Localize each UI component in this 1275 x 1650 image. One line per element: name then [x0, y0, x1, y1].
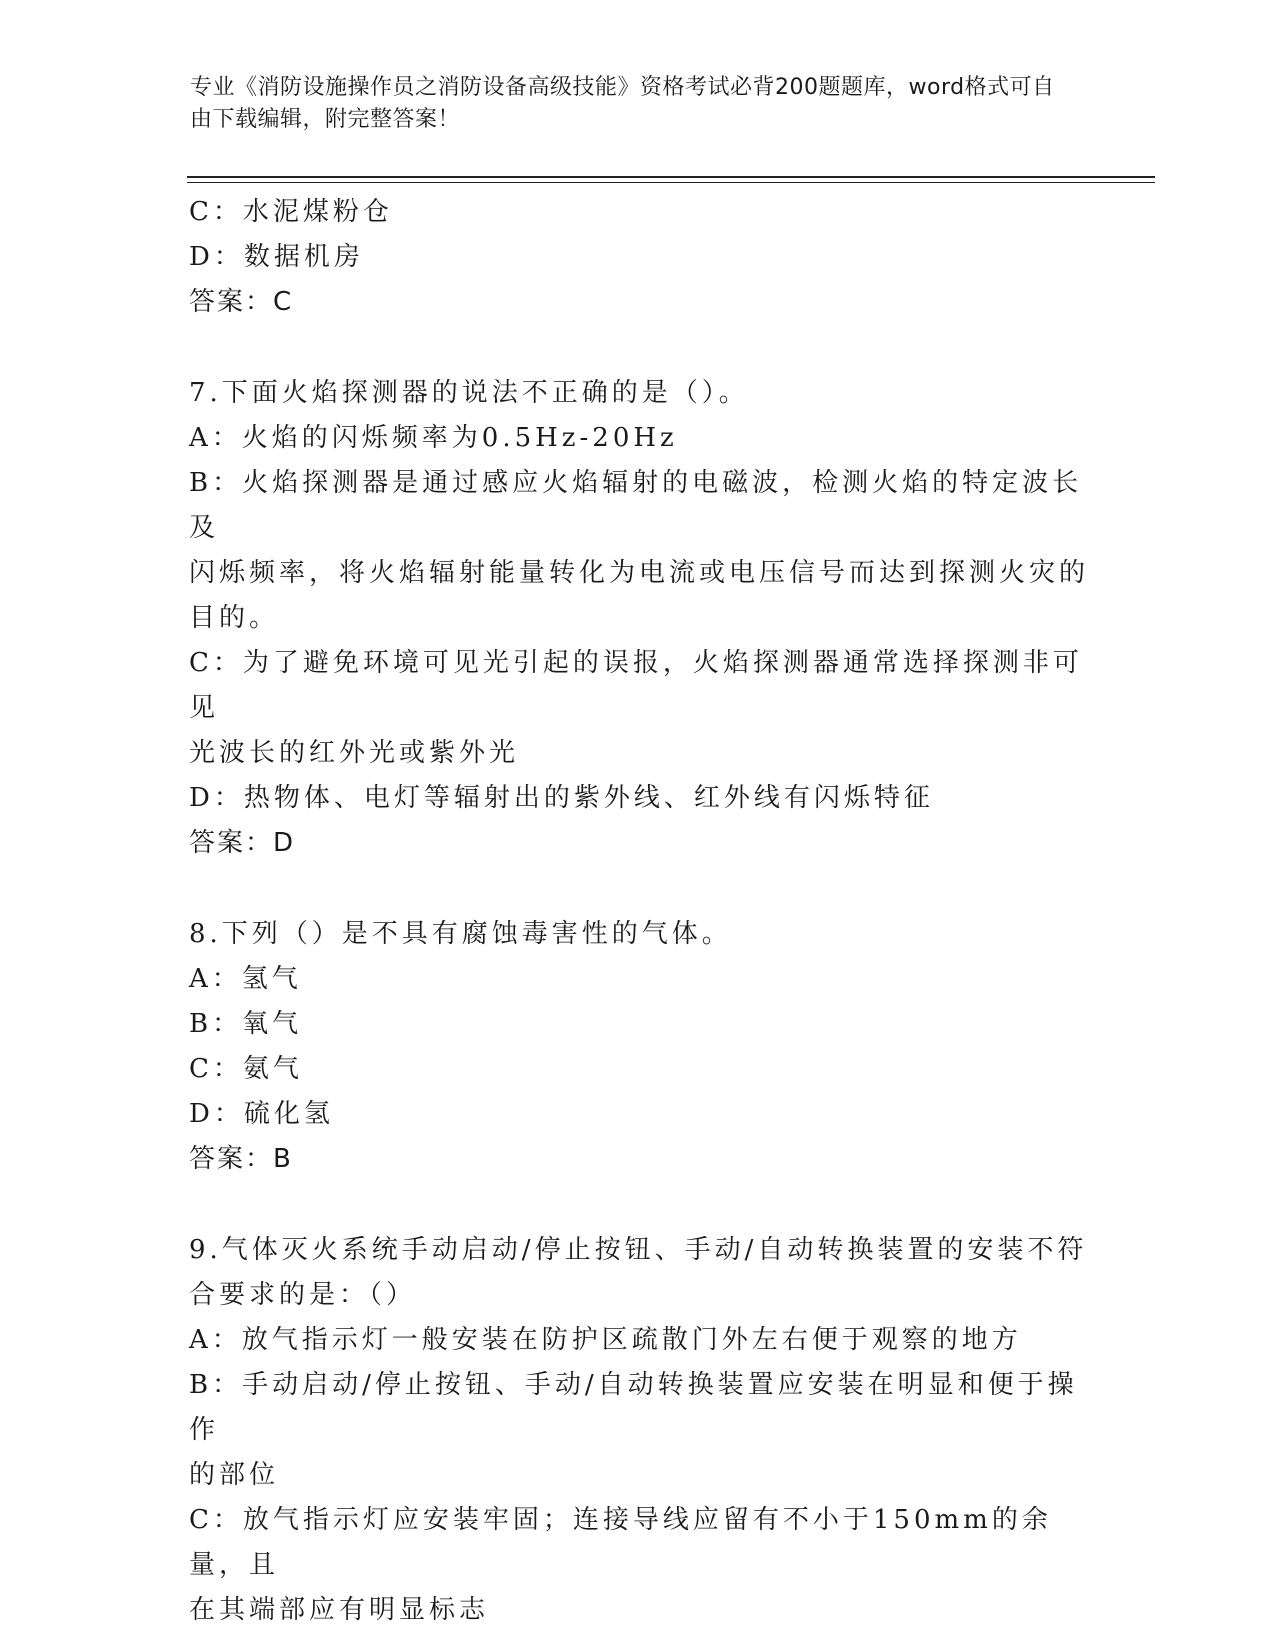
question-stem-cont: 合要求的是：（） [189, 1280, 417, 1310]
page-header [190, 72, 1070, 136]
question-8 [189, 912, 1089, 1182]
answer-line: 答案：C [189, 287, 294, 317]
header-divider-thin [187, 182, 1155, 183]
spacer [189, 1182, 1089, 1228]
option-c-cont: 在其端部应有明显标志 [189, 1595, 490, 1625]
question-stem: 9.气体灭火系统手动启动/停止按钮、手动/自动转换装置的安装不符 [189, 1235, 1088, 1265]
option-b: B：手动启动/停止按钮、手动/自动转换装置应安装在明显和便于操作 [189, 1370, 1078, 1445]
question-9 [189, 1228, 1089, 1633]
header-divider [187, 176, 1155, 178]
option-c: C：放气指示灯应安装牢固；连接导线应留有不小于150mm的余量，且 [189, 1505, 1052, 1580]
option-b: B：氧气 [189, 1009, 303, 1039]
question-stem: 8.下列（）是不具有腐蚀毒害性的气体。 [189, 919, 732, 949]
option-a: A：放气指示灯一般安装在防护区疏散门外左右便于观察的地方 [189, 1325, 1022, 1355]
option-d: D：热物体、电灯等辐射出的紫外线、红外线有闪烁特征 [189, 783, 934, 813]
option-d: D：数据机房 [189, 242, 364, 272]
option-b-cont: 目的。 [189, 603, 280, 633]
spacer [189, 325, 1089, 371]
question-stem: 7.下面火焰探测器的说法不正确的是（）。 [189, 378, 749, 408]
question-content [189, 190, 1089, 1633]
spacer [189, 866, 1089, 912]
option-c: C：为了避免环境可见光引起的误报，火焰探测器通常选择探测非可见 [189, 648, 1083, 723]
option-d: D：硫化氢 [189, 1099, 334, 1129]
option-c: C：氨气 [189, 1054, 303, 1084]
option-c: C：水泥煤粉仓 [189, 197, 393, 227]
option-c-cont: 光波长的红外光或紫外光 [189, 738, 520, 768]
answer-line: 答案：D [189, 828, 296, 858]
question-7 [189, 371, 1089, 866]
option-b: B：火焰探测器是通过感应火焰辐射的电磁波，检测火焰的特定波长及 [189, 468, 1083, 543]
option-b-cont: 的部位 [189, 1460, 280, 1490]
header-title: 专业《消防设施操作员之消防设备高级技能》资格考试必背200题题库，word格式可自由下载编辑，附完整答案！ [190, 75, 1055, 132]
answer-line: 答案：B [189, 1144, 293, 1174]
option-a: A：氢气 [189, 964, 302, 994]
question-6-tail [189, 190, 1089, 325]
option-a: A：火焰的闪烁频率为0.5Hz-20Hz [189, 423, 678, 453]
option-b-cont: 闪烁频率，将火焰辐射能量转化为电流或电压信号而达到探测火灾的 [189, 558, 1090, 588]
